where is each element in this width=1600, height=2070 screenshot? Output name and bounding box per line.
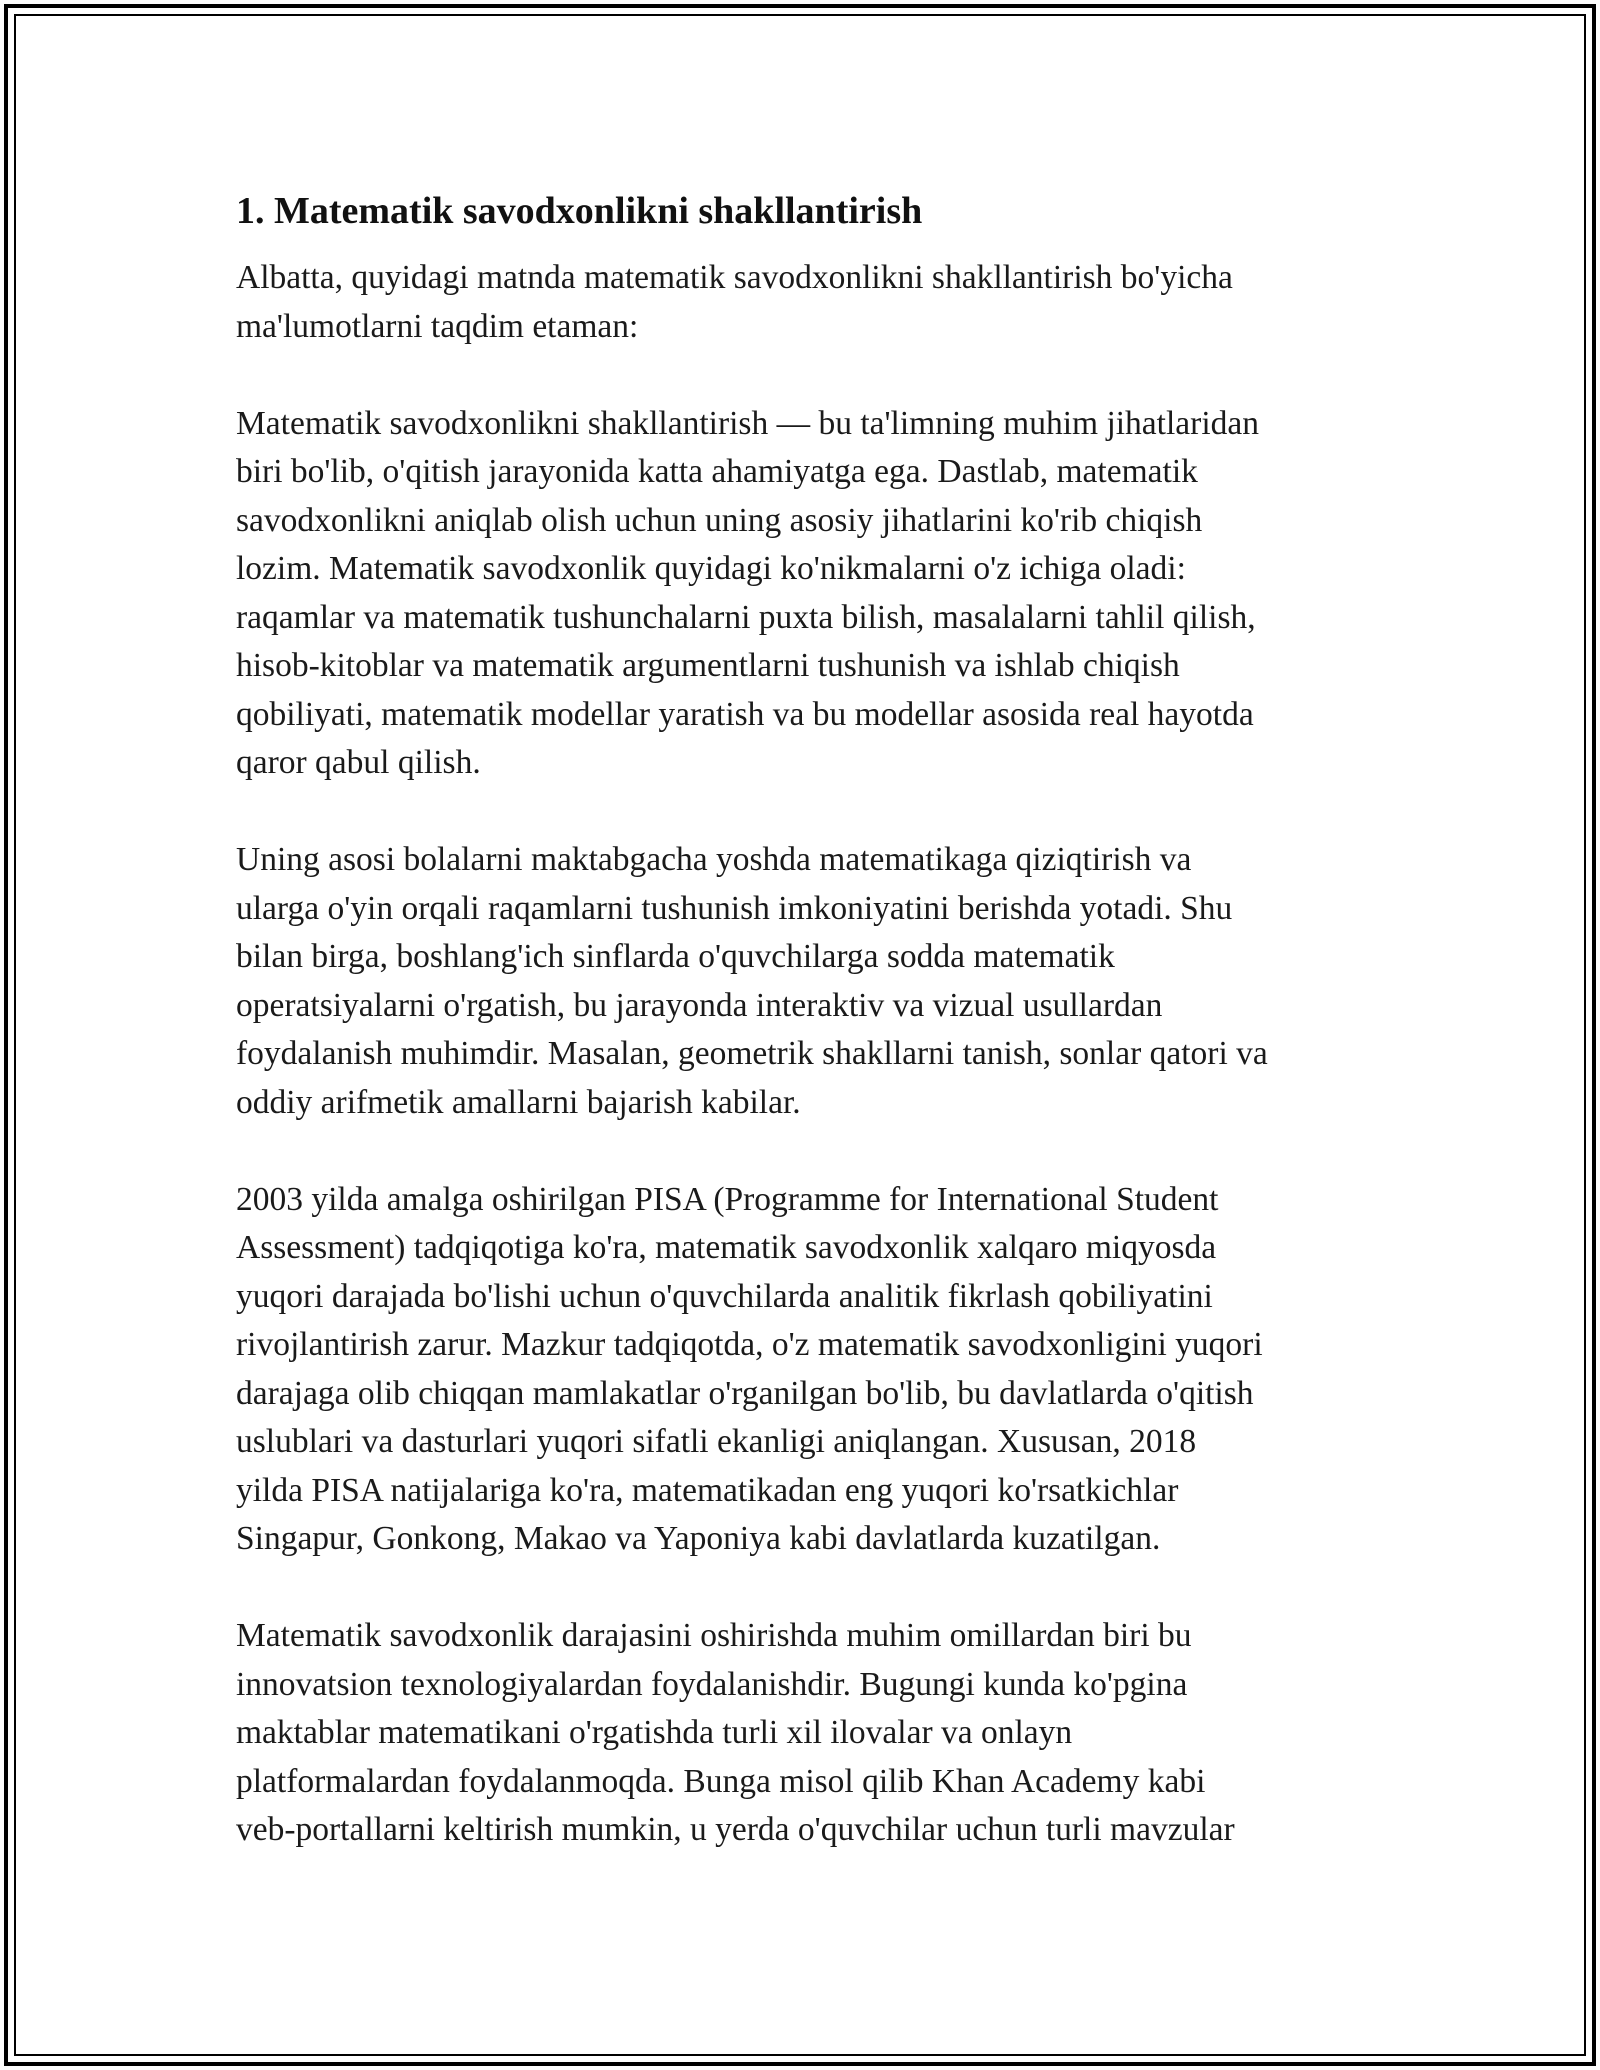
- text-line: operatsiyalarni o'rgatish, bu jarayonda interaktiv va vizual usullardan: [236, 986, 1163, 1024]
- text-line: darajaga olib chiqqan mamlakatlar o'rganilgan bo'lib, bu davlatlarda o'qitish: [236, 1374, 1254, 1412]
- text-line: hisob-kitoblar va matematik argumentlarni tushunish va ishlab chiqish: [236, 647, 1180, 684]
- text-line: Albatta, quyidagi matnda matematik savodxonlikni shakllantirish bo'yicha: [236, 259, 1233, 296]
- paragraph-technology: [236, 1612, 1386, 1855]
- text-line: 2003 yilda amalga oshirilgan PISA (Programme for International Student: [236, 1180, 1219, 1218]
- text-line: yuqori darajada bo'lishi uchun o'quvchilarda analitik fikrlash qobiliyatini: [236, 1277, 1213, 1315]
- text-line: rivojlantirish zarur. Mazkur tadqiqotda, o'z matematik savodxonligini yuqori: [236, 1326, 1263, 1363]
- paragraph-pisa: [236, 1176, 1386, 1564]
- text-line: uslublari va dasturlari yuqori sifatli ekanligi aniqlangan. Xususan, 2018: [236, 1423, 1197, 1460]
- text-line: Uning asosi bolalarni maktabgacha yoshda matematikaga qiziqtirish va: [236, 841, 1192, 878]
- text-line: innovatsion texnologiyalardan foydalanishdir. Bugungi kunda ko'pgina: [236, 1665, 1188, 1703]
- text-line: lozim. Matematik savodxonlik quyidagi ko'nikmalarni o'z ichiga oladi:: [236, 550, 1186, 587]
- text-line: yilda PISA natijalariga ko'ra, matematikadan eng yuqori ko'rsatkichlar: [236, 1471, 1179, 1509]
- text-line: Matematik savodxonlikni shakllantirish — bu ta'limning muhim jihatlaridan: [236, 404, 1259, 442]
- text-line: qobiliyati, matematik modellar yaratish va bu modellar asosida real hayotda: [236, 695, 1254, 733]
- text-line: savodxonlikni aniqlab olish uchun uning asosiy jihatlarini ko'rib chiqish: [236, 501, 1203, 539]
- text-line: biri bo'lib, o'qitish jarayonida katta ahamiyatga ega. Dastlab, matematik: [236, 453, 1198, 490]
- document-body: [236, 186, 1386, 1903]
- section-heading: 1. Matematik savodxonlikni shakllantirish: [236, 190, 923, 232]
- text-line: ularga o'yin orqali raqamlarni tushunish imkoniyatini berishda yotadi. Shu: [236, 889, 1233, 927]
- paragraph-intro: [236, 254, 1386, 351]
- text-line: platformalardan foydalanmoqda. Bunga misol qilib Khan Academy kabi: [236, 1762, 1206, 1800]
- paragraph-definition: [236, 400, 1386, 788]
- text-line: foydalanish muhimdir. Masalan, geometrik shakllarni tanish, sonlar qatori va: [236, 1035, 1268, 1072]
- text-line: Singapur, Gonkong, Makao va Yaponiya kabi davlatlarda kuzatilgan.: [236, 1520, 1161, 1557]
- text-line: ma'lumotlarni taqdim etaman:: [236, 307, 639, 345]
- text-line: qaror qabul qilish.: [236, 744, 481, 781]
- text-line: raqamlar va matematik tushunchalarni puxta bilish, masalalarni tahlil qilish,: [236, 598, 1256, 636]
- text-line: veb-portallarni keltirish mumkin, u yerda o'quvchilar uchun turli mavzular: [236, 1811, 1235, 1848]
- text-line: bilan birga, boshlang'ich sinflarda o'quvchilarga sodda matematik: [236, 938, 1115, 975]
- text-line: maktablar matematikani o'rgatishda turli xil ilovalar va onlayn: [236, 1714, 1073, 1751]
- text-line: oddiy arifmetik amallarni bajarish kabilar.: [236, 1083, 801, 1121]
- paragraph-early-education: [236, 836, 1386, 1127]
- text-line: Assessment) tadqiqotiga ko'ra, matematik savodxonlik xalqaro miqyosda: [236, 1229, 1217, 1266]
- text-line: Matematik savodxonlik darajasini oshirishda muhim omillardan biri bu: [236, 1617, 1192, 1654]
